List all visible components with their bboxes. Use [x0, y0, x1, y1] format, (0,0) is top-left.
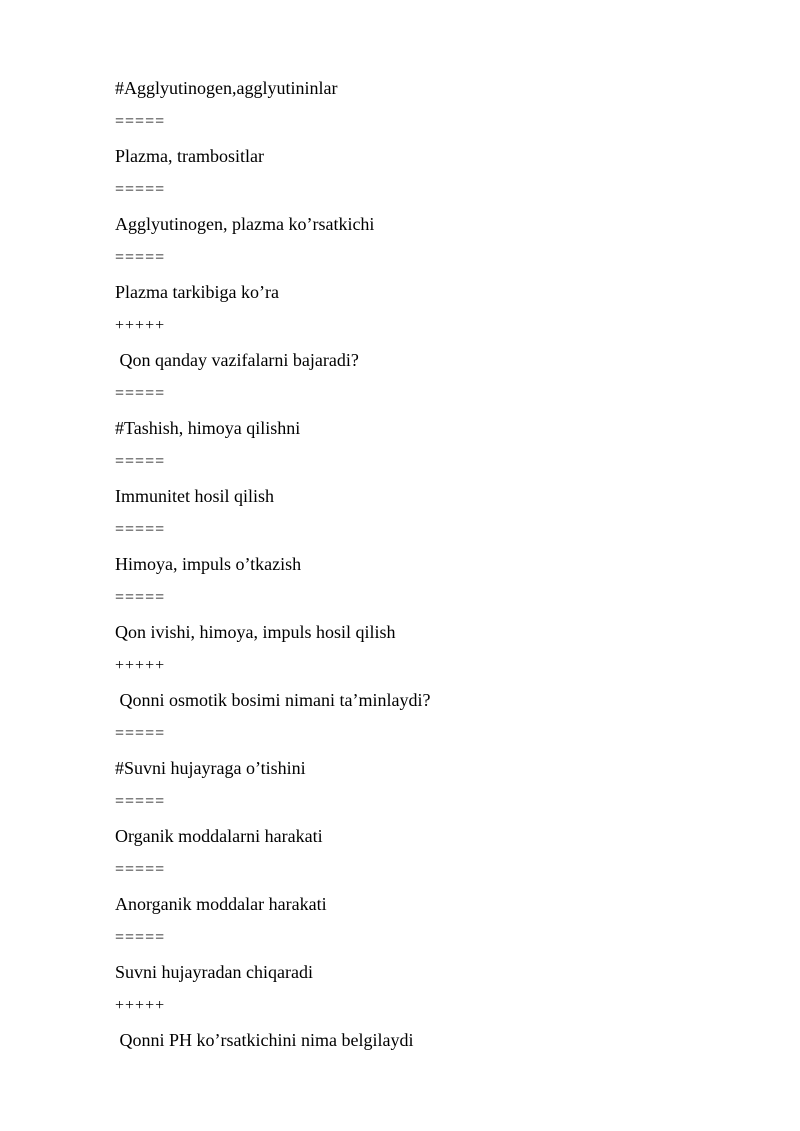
question-line: Qonni PH ko’rsatkichini nima belgilaydi: [115, 1030, 414, 1050]
answer-line: Qon ivishi, himoya, impuls hosil qilish: [115, 622, 396, 642]
question-separator-line: +++++: [115, 657, 166, 674]
separator-line: =====: [115, 113, 166, 130]
separator-line: =====: [115, 181, 166, 198]
answer-line: Agglyutinogen, plazma ko’rsatkichi: [115, 214, 375, 234]
separator-line: =====: [115, 521, 166, 538]
separator-line: =====: [115, 861, 166, 878]
answer-line: Himoya, impuls o’tkazish: [115, 554, 302, 574]
answer-line: Suvni hujayradan chiqaradi: [115, 962, 313, 982]
answer-line: Immunitet hosil qilish: [115, 486, 275, 506]
separator-line: =====: [115, 453, 166, 470]
separator-line: =====: [115, 249, 166, 266]
answer-line: #Agglyutinogen,agglyutininlar: [115, 78, 338, 98]
separator-line: =====: [115, 385, 166, 402]
question-line: Qonni osmotik bosimi nimani ta’minlaydi?: [115, 690, 431, 710]
separator-line: =====: [115, 589, 166, 606]
answer-line: #Suvni hujayraga o’tishini: [115, 758, 306, 778]
separator-line: =====: [115, 929, 166, 946]
answer-line: Organik moddalarni harakati: [115, 826, 323, 846]
separator-line: =====: [115, 793, 166, 810]
question-separator-line: +++++: [115, 317, 166, 334]
answer-line: Plazma tarkibiga ko’ra: [115, 282, 279, 302]
answer-line: #Tashish, himoya qilishni: [115, 418, 301, 438]
answer-line: Plazma, trambositlar: [115, 146, 264, 166]
separator-line: =====: [115, 725, 166, 742]
document-text: [115, 76, 430, 1062]
answer-line: Anorganik moddalar harakati: [115, 894, 327, 914]
question-line: Qon qanday vazifalarni bajaradi?: [115, 350, 359, 370]
question-separator-line: +++++: [115, 997, 166, 1014]
